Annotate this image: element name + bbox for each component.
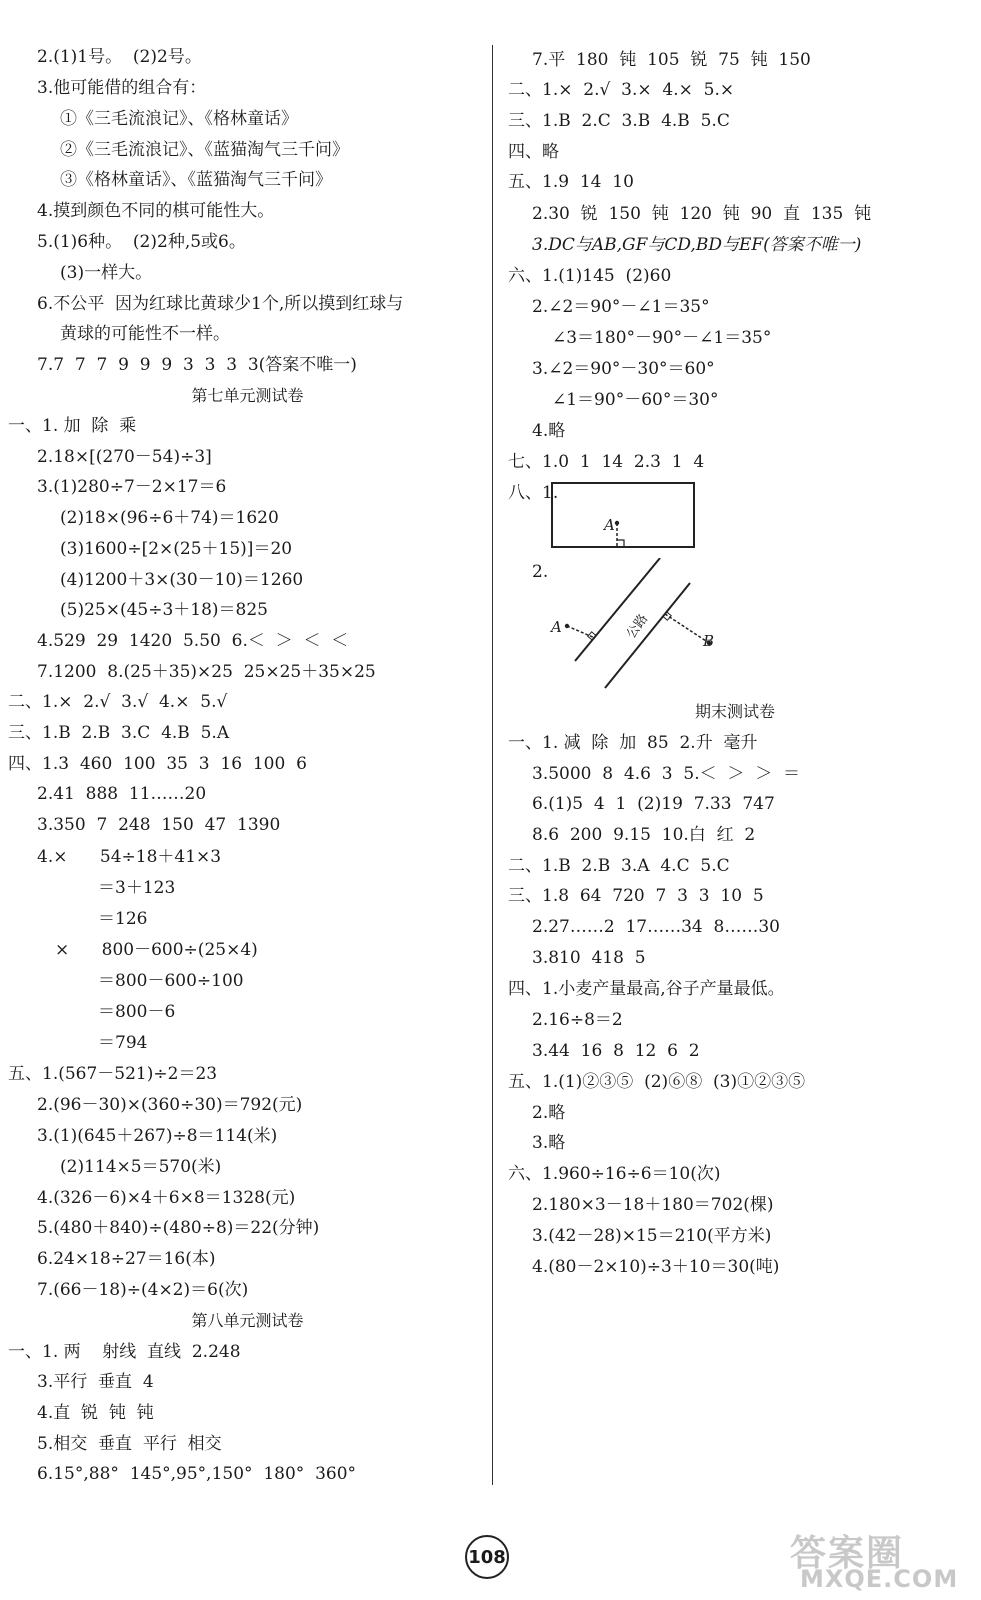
- answer-line: 2.16÷8＝2: [532, 1010, 623, 1030]
- answer-line: ∠3＝180°－90°－∠1＝35°: [552, 328, 772, 348]
- answer-line: 5.(480＋840)÷(480÷8)＝22(分钟): [37, 1218, 320, 1238]
- answer-line: 8.6 200 9.15 10.白 红 2: [532, 825, 756, 845]
- answer-line: 2.(1)1号。 (2)2号。: [37, 47, 202, 67]
- answer-line: 黄球的可能性不一样。: [60, 324, 230, 344]
- answer-line: 六、1.960÷16÷6＝10(次): [508, 1164, 721, 1184]
- answer-line: 2.∠2＝90°－∠1＝35°: [532, 297, 710, 317]
- answer-line: 四、1.小麦产量最高,谷子产量最低。: [508, 979, 785, 999]
- answer-line: ③《格林童话》、《蓝猫淘气三千问》: [60, 170, 332, 190]
- answer-line: ＝800－6: [98, 1002, 176, 1022]
- answer-line: ＝794: [98, 1033, 148, 1053]
- answer-line: 5.(1)6种。 (2)2种,5或6。: [37, 232, 246, 252]
- answer-line: 3.略: [532, 1133, 566, 1153]
- answer-line: 6.15°,88° 145°,95°,150° 180° 360°: [37, 1464, 357, 1484]
- answer-line: 4.直 锐 钝 钝: [37, 1403, 154, 1423]
- watermark-logo: [780, 1525, 970, 1595]
- answer-line: 2.41 888 11……20: [37, 784, 207, 804]
- road-figure: [545, 558, 735, 692]
- answer-line: 五、1.9 14 10: [508, 172, 634, 192]
- answer-line: × 800－600÷(25×4): [55, 940, 258, 960]
- answer-line: ①《三毛流浪记》、《格林童话》: [60, 109, 298, 129]
- watermark-top: 答案圈: [790, 1533, 905, 1574]
- watermark-bottom: MXQE.COM: [800, 1565, 959, 1593]
- answer-line: 3.5000 8 4.6 3 5.＜ ＞ ＞ ＝: [532, 764, 801, 784]
- answer-line: 八、1.: [508, 483, 559, 503]
- answer-line: 二、1.× 2.√ 3.√ 4.× 5.√: [8, 692, 228, 712]
- answer-line: 6.24×18÷27＝16(本): [37, 1249, 216, 1269]
- answer-line: 六、1.(1)145 (2)60: [508, 266, 672, 286]
- answer-line: 4.× 54÷18＋41×3: [37, 847, 222, 867]
- answer-line: 2.30 锐 150 钝 120 钝 90 直 135 钝: [532, 204, 872, 224]
- answer-line: ②《三毛流浪记》、《蓝猫淘气三千问》: [60, 140, 349, 160]
- answer-line: 四、1.3 460 100 35 3 16 100 6: [8, 754, 307, 774]
- answer-line: 4.(326－6)×4＋6×8＝1328(元): [37, 1188, 296, 1208]
- answer-line: 7.平 180 钝 105 锐 75 钝 150: [532, 50, 811, 70]
- answer-line: 3.(1)(645＋267)÷8＝114(米): [37, 1126, 278, 1146]
- answer-line: 6.不公平 因为红球比黄球少1个,所以摸到红球与: [37, 294, 404, 314]
- point-a-label: A: [551, 618, 562, 636]
- page-number: 108: [465, 1535, 509, 1579]
- answer-line: 2.(96－30)×(360÷30)＝792(元): [37, 1095, 303, 1115]
- road-label: 公路: [624, 611, 652, 642]
- answer-line: (5)25×(45÷3＋18)＝825: [60, 600, 268, 620]
- answer-line: 五、1.(1)②③⑤ (2)⑥⑧ (3)①②③⑤: [508, 1072, 806, 1092]
- answer-line: 3.810 418 5: [532, 948, 646, 968]
- answer-line: 一、1. 减 除 加 85 2.升 毫升: [508, 733, 758, 753]
- answer-line: 7.7 7 7 9 9 9 3 3 3 3(答案不唯一): [37, 355, 357, 375]
- answer-line: (3)1600÷[2×(25＋15)]＝20: [60, 539, 293, 559]
- answer-line: 三、1.B 2.C 3.B 4.B 5.C: [508, 111, 730, 131]
- answer-line: ∠1＝90°－60°＝30°: [552, 390, 719, 410]
- answer-line: (2)114×5＝570(米): [60, 1157, 222, 1177]
- answer-line: 2.18×[(270－54)÷3]: [37, 447, 212, 467]
- answer-line: 七、1.0 1 14 2.3 1 4: [508, 452, 705, 472]
- answer-line: 6.(1)5 4 1 (2)19 7.33 747: [532, 794, 775, 814]
- answer-line: 3.(1)280÷7－2×17＝6: [37, 477, 227, 497]
- answer-line: 3.∠2＝90°－30°＝60°: [532, 359, 715, 379]
- answer-line: 2.略: [532, 1103, 566, 1123]
- answer-line: 二、1.× 2.√ 3.× 4.× 5.×: [508, 80, 735, 100]
- point-b-label: B: [703, 632, 715, 650]
- answer-line: 5.相交 垂直 平行 相交: [37, 1434, 222, 1454]
- answer-line: 2.27……2 17……34 8……30: [532, 917, 780, 937]
- answer-line: 二、1.B 2.B 3.A 4.C 5.C: [508, 856, 730, 876]
- answer-line: 一、1. 两 射线 直线 2.248: [8, 1342, 241, 1362]
- answer-line: (3)一样大。: [60, 263, 153, 283]
- answer-line: 7.1200 8.(25＋35)×25 25×25＋35×25: [37, 662, 376, 682]
- answer-line: 3.平行 垂直 4: [37, 1372, 154, 1392]
- answer-line: 三、1.B 2.B 3.C 4.B 5.A: [8, 723, 230, 743]
- answer-line: 2.180×3－18＋180＝702(棵): [532, 1195, 774, 1215]
- answer-line: 2.: [532, 562, 549, 582]
- answer-line: 3.他可能借的组合有：: [37, 78, 207, 98]
- section-title: 第八单元测试卷: [191, 1311, 304, 1330]
- answer-line: ＝126: [98, 909, 148, 929]
- answer-line: 4.(80－2×10)÷3＋10＝30(吨): [532, 1257, 780, 1277]
- answer-line: 一、1. 加 除 乘: [8, 416, 137, 436]
- answer-line: ＝800－600÷100: [98, 971, 244, 991]
- column-divider: [492, 45, 493, 1485]
- answer-line: ＝3＋123: [98, 878, 176, 898]
- rectangle-figure: [540, 478, 700, 552]
- answer-line: 4.529 29 1420 5.50 6.＜ ＞ ＜ ＜: [37, 631, 349, 651]
- answer-line: 四、略: [508, 142, 559, 162]
- answer-line: (4)1200＋3×(30－10)＝1260: [60, 570, 304, 590]
- answer-line: 三、1.8 64 720 7 3 3 10 5: [508, 886, 764, 906]
- answer-line: 五、1.(567－521)÷2＝23: [8, 1064, 218, 1084]
- point-a-label: A: [604, 516, 615, 534]
- answer-line: 7.(66－18)÷(4×2)＝6(次): [37, 1280, 249, 1300]
- answer-line: 4.略: [532, 421, 566, 441]
- answer-line: 3.(42－28)×15＝210(平方米): [532, 1226, 772, 1246]
- answer-line: 3.350 7 248 150 47 1390: [37, 815, 281, 835]
- answer-line: 4.摸到颜色不同的棋可能性大。: [37, 201, 275, 221]
- answer-line: 3.44 16 8 12 6 2: [532, 1041, 700, 1061]
- answer-line: 3.DC与AB,GF与CD,BD与EF(答案不唯一): [532, 235, 862, 255]
- answer-line: (2)18×(96÷6＋74)＝1620: [60, 508, 279, 528]
- section-title: 期末测试卷: [694, 702, 775, 721]
- section-title: 第七单元测试卷: [191, 386, 304, 405]
